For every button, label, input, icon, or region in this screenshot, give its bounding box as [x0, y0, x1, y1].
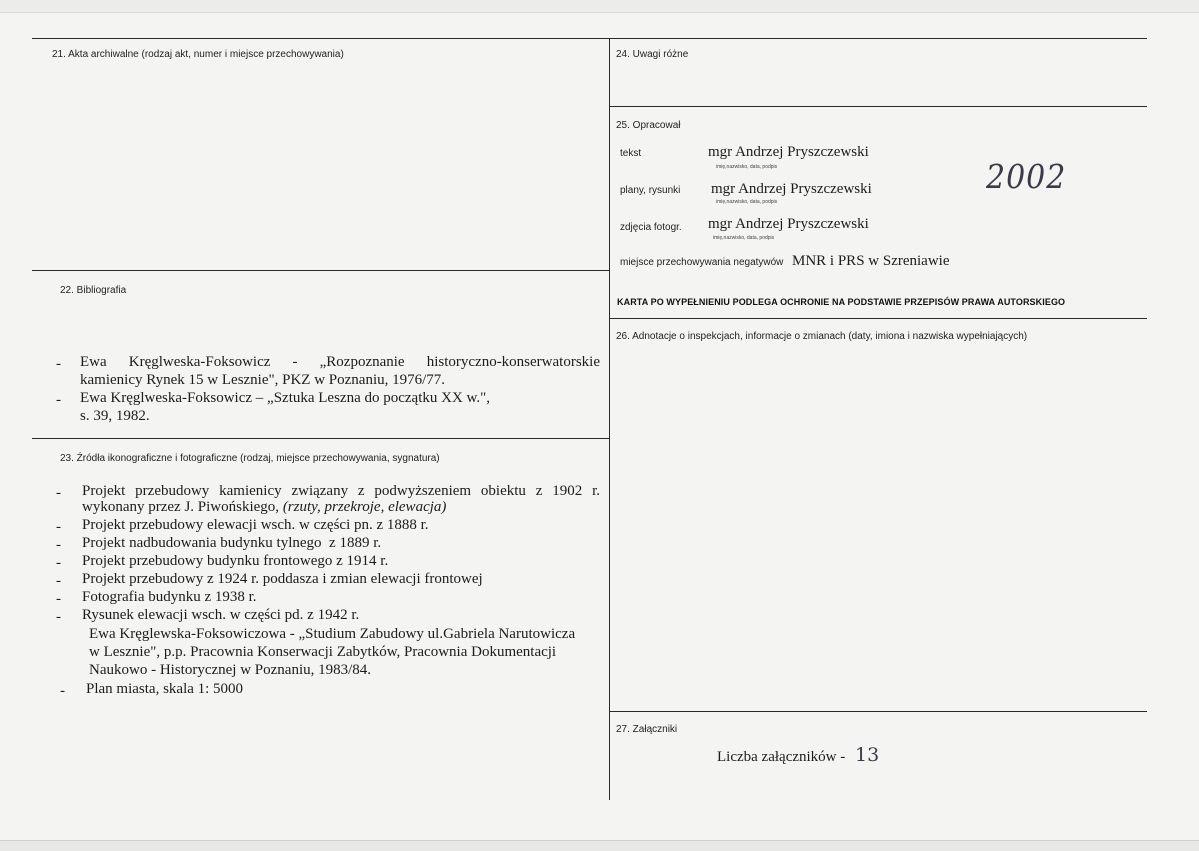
- attachments-count-label: Liczba załączników -: [717, 749, 846, 765]
- signature-hint: imię,nazwisko, data, podpis: [716, 199, 778, 205]
- bullet: -: [56, 591, 61, 607]
- source-item: Projekt przebudowy elewacji wsch. w części pn. z 1888 r.: [82, 517, 429, 533]
- section-27-label: 27. Załączniki: [616, 724, 678, 735]
- negatives-value: MNR i PRS w Szreniawie: [792, 253, 950, 269]
- section-23-label: 23. Źródła ikonograficzne i fotograficzne (rodzaj, miejsce przechowywania, sygnatura): [60, 453, 440, 464]
- attachments-count-value: 13: [855, 744, 880, 766]
- source-item: Rysunek elewacji wsch. w części pd. z 1942 r.: [82, 607, 360, 623]
- divider-22-23: [32, 438, 609, 439]
- divider-21-22: [32, 270, 609, 271]
- role-label: tekst: [620, 148, 642, 159]
- role-label: zdjęcia fotogr.: [620, 222, 682, 233]
- divider-26-27: [609, 711, 1147, 712]
- section-21-label: 21. Akta archiwalne (rodzaj akt, numer i miejsce przechowywania): [52, 49, 344, 60]
- divider-24-25: [609, 106, 1147, 107]
- bibliography-line: kamienicy Rynek 15 w Lesznie", PKZ w Poznaniu, 1976/77.: [80, 372, 446, 388]
- source-item: Fotografia budynku z 1938 r.: [82, 589, 257, 605]
- source-item: Projekt przebudowy z 1924 r. poddasza i zmian elewacji frontowej: [82, 571, 483, 587]
- source-subitem-line: w Lesznie", p.p. Pracownia Konserwacji Zabytków, Pracownia Dokumentacji: [89, 644, 557, 660]
- handwritten-year: 2002: [986, 158, 1067, 197]
- source-line: Projekt przebudowy kamienicy związany z podwyższeniem obiektu z 1902 r.: [82, 483, 600, 499]
- bibliography-line: Ewa Kręglweska-Foksowicz – „Sztuka Leszna do początku XX w.",: [80, 390, 491, 406]
- bullet: -: [56, 356, 61, 372]
- scan-bottom-edge: [0, 840, 1199, 851]
- source-item: Projekt przebudowy budynku frontowego z 1914 r.: [82, 553, 389, 569]
- signature-hint: imię,nazwisko, data, podpis: [713, 235, 775, 241]
- source-line-italic: (rzuty, przekroje, elewacja): [282, 499, 447, 515]
- source-line-text: wykonany przez J. Piwońskiego,: [82, 499, 283, 515]
- bibliography-line: s. 39, 1982.: [80, 408, 150, 424]
- source-subitem-line: Naukowo - Historycznej w Poznaniu, 1983/84.: [89, 662, 372, 678]
- author-name: mgr Andrzej Pryszczewski: [708, 216, 869, 232]
- scan-top-edge: [0, 0, 1199, 13]
- section-24-label: 24. Uwagi różne: [616, 49, 689, 60]
- source-subitem-line: Ewa Kręglewska-Foksowiczowa - „Studium Zabudowy ul.Gabriela Narutowicza: [89, 626, 576, 642]
- source-line: [82, 499, 446, 516]
- bullet: -: [56, 555, 61, 571]
- signature-hint: imię,nazwisko, data, podpis: [716, 164, 778, 170]
- center-divider: [609, 38, 610, 800]
- bullet: -: [60, 683, 65, 699]
- bullet: -: [56, 609, 61, 625]
- section-26-label: 26. Adnotacje o inspekcjach, informacje o zmianach (daty, imiona i nazwiska wypełniających): [616, 331, 1028, 342]
- role-label: plany, rysunki: [620, 185, 681, 196]
- bullet: -: [56, 573, 61, 589]
- author-name: mgr Andrzej Pryszczewski: [708, 144, 869, 160]
- author-name: mgr Andrzej Pryszczewski: [711, 181, 872, 197]
- source-item: Projekt nadbudowania budynku tylnego z 1889 r.: [82, 535, 382, 551]
- bullet: -: [56, 392, 61, 408]
- bullet: -: [56, 537, 61, 553]
- bibliography-line: Ewa Kręglweska-Foksowicz - „Rozpoznanie historyczno-konserwatorskie: [80, 354, 600, 370]
- top-border: [32, 38, 1147, 39]
- bullet: -: [56, 485, 61, 501]
- bullet: -: [56, 519, 61, 535]
- copyright-notice: KARTA PO WYPEŁNIENIU PODLEGA OCHRONIE NA PODSTAWIE PRZEPISÓW PRAWA AUTORSKIEGO: [617, 297, 1066, 307]
- section-25-label: 25. Opracował: [616, 120, 681, 131]
- negatives-label: miejsce przechowywania negatywów: [620, 257, 784, 268]
- source-item: Plan miasta, skala 1: 5000: [86, 681, 244, 697]
- divider-25-26: [609, 318, 1147, 319]
- section-22-label: 22. Bibliografia: [60, 285, 127, 296]
